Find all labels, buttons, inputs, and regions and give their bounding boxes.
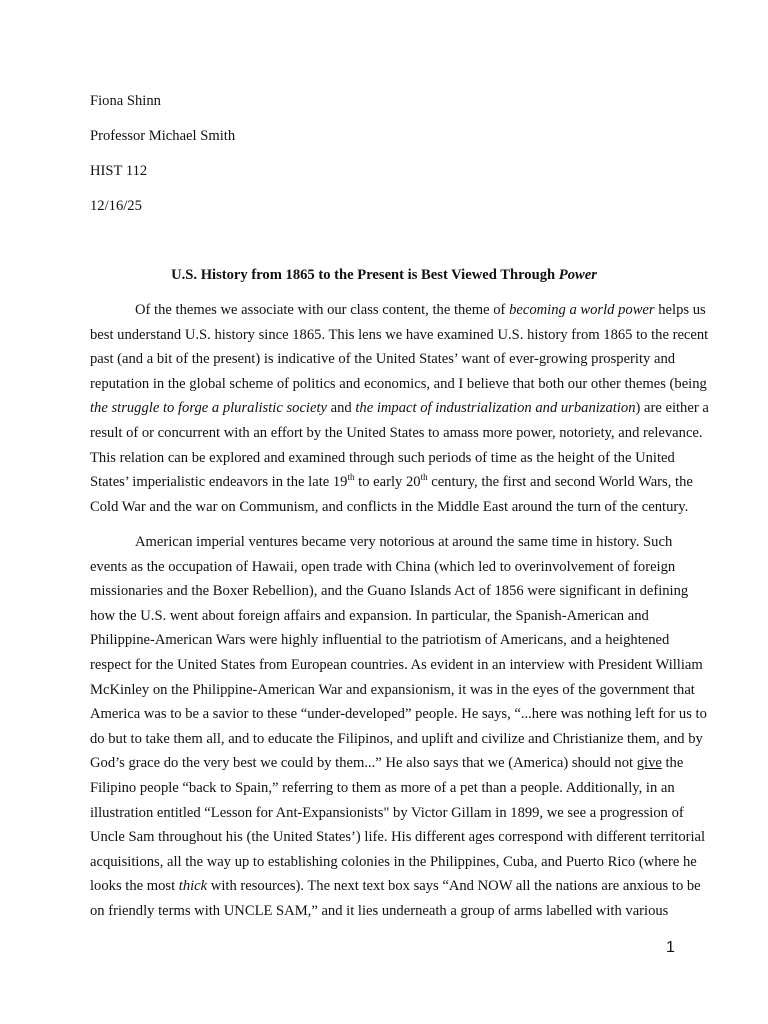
text-run: to early 20 xyxy=(354,474,421,491)
text-line xyxy=(90,449,675,467)
text-line xyxy=(90,877,701,895)
text-line xyxy=(90,902,668,920)
date: 12/16/25 xyxy=(90,198,142,214)
text-run: do but to take them all, and to educate the Filipinos, and uplift and civilize and Christianize them, and by xyxy=(90,730,703,747)
italic-text: the impact of industrialization and urbanization xyxy=(355,400,636,417)
text-run: Uncle Sam throughout his (the United States’) life. His different ages correspond with different territorial xyxy=(90,829,706,846)
text-run: looks the most xyxy=(90,878,179,895)
text-line xyxy=(90,375,707,393)
italic-text: the struggle to forge a pluralistic society xyxy=(90,400,327,417)
course-code: HIST 112 xyxy=(90,163,148,179)
text-line xyxy=(90,424,703,442)
text-run: Philippine-American Wars were highly influential to the patriotism of Americans, and a heightened xyxy=(90,632,670,649)
text-line xyxy=(90,853,697,871)
text-line xyxy=(90,804,684,822)
text-run: God’s grace do the very best we could by them...” He also says that we (America) should not xyxy=(90,755,637,772)
text-run: acquisitions, all the way up to establishing colonies in the Philippines, Cuba, and Puerto Rico (where he xyxy=(90,853,697,870)
text-line xyxy=(90,656,703,674)
text-line xyxy=(90,326,708,344)
text-run: events as the occupation of Hawaii, open trade with China (which led to overinvolvement of foreign xyxy=(90,558,676,575)
text-line xyxy=(90,754,683,772)
text-run: best understand U.S. history since 1865. This lens we have examined U.S. history from 1865 to the recent xyxy=(90,326,709,343)
text-line xyxy=(90,473,693,491)
essay-title xyxy=(90,266,678,284)
text-line xyxy=(90,582,688,600)
italic-text: thick xyxy=(178,878,208,895)
text-line xyxy=(90,631,669,649)
text-line xyxy=(90,498,688,516)
italic-text: becoming a world power xyxy=(509,302,655,318)
text-run: reputation in the global scheme of politics and economics, and I believe that both our other themes (being xyxy=(90,375,707,392)
text-line xyxy=(90,828,705,846)
essay-title-text: U.S. History from 1865 to the Present is Best Viewed Through xyxy=(171,267,559,283)
text-run: American imperial ventures became very notorious at around the same time in history. Such xyxy=(135,534,673,550)
text-run: America was to be a savior to these “under-developed” people. He says, “...here was nothing left for us to xyxy=(90,706,707,723)
text-run: respect for the United States from European countries. As evident in an interview with President William xyxy=(90,657,703,673)
professor-name: Professor Michael Smith xyxy=(90,128,236,144)
text-run: This relation can be explored and examined through such periods of time as the height of the United xyxy=(90,449,675,466)
text-run: on friendly terms with UNCLE SAM,” and it lies underneath a group of arms labelled with various xyxy=(90,903,669,919)
text-line xyxy=(90,730,703,748)
text-line xyxy=(90,350,675,368)
superscript: th xyxy=(420,472,428,483)
text-line xyxy=(90,681,695,699)
page-number: 1 xyxy=(666,939,675,956)
text-run: Of the themes we associate with our class content, the theme of xyxy=(135,302,510,318)
text-run: States’ imperialistic endeavors in the late 19 xyxy=(90,474,348,491)
text-line xyxy=(135,533,672,551)
essay-title-emphasis: Power xyxy=(558,267,597,283)
text-run: illustration entitled “Lesson for Ant-Expansionists" by Victor Gillam in 1899, we see a progression of xyxy=(90,804,684,821)
text-run: missionaries and the Boxer Rebellion), and the Guano Islands Act of 1856 were significant in defining xyxy=(90,583,689,600)
text-run: Cold War and the war on Communism, and conflicts in the Middle East around the turn of the century. xyxy=(90,498,689,515)
text-run: the xyxy=(661,755,684,772)
text-run: century, the first and second World Wars, the xyxy=(427,474,693,491)
superscript: th xyxy=(347,472,355,483)
text-line xyxy=(90,558,675,576)
student-name: Fiona Shinn xyxy=(90,93,161,109)
text-line xyxy=(90,779,675,797)
text-run: Filipino people “back to Spain,” referring to them as more of a pet than a people. Additionally, in an xyxy=(90,780,675,796)
text-run: and xyxy=(326,400,356,417)
text-line xyxy=(135,301,706,319)
text-run: how the U.S. went about foreign affairs and expansion. In particular, the Spanish-American and xyxy=(90,607,649,624)
underlined-text: give xyxy=(636,755,662,772)
text-run: McKinley on the Philippine-American War and expansionism, it was in the eyes of the government that xyxy=(90,681,695,698)
text-line xyxy=(90,399,709,417)
text-line xyxy=(90,705,707,723)
text-run: ) are either a xyxy=(635,400,709,417)
text-run: with resources). The next text box says “And NOW all the nations are anxious to be xyxy=(207,878,701,895)
text-line xyxy=(90,607,649,625)
text-run: helps us xyxy=(654,302,706,318)
text-run: past (and a bit of the present) is indicative of the United States’ want of ever-growing prosperity and xyxy=(90,351,676,368)
text-run: result of or concurrent with an effort by the United States to amass more power, notoriety, and relevance. xyxy=(90,425,703,441)
